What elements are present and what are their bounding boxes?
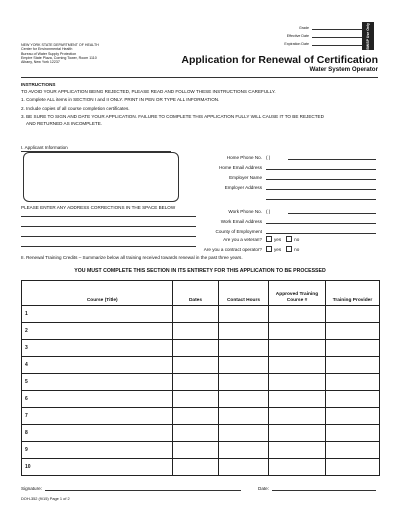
- veteran-row: [190, 234, 380, 244]
- work-email-field[interactable]: [266, 218, 376, 224]
- table-row: [22, 323, 380, 340]
- county-field[interactable]: [266, 228, 376, 234]
- form-title: Application for Renewal of Certification: [181, 54, 378, 66]
- county-label: County of Employment: [215, 229, 262, 234]
- course-cell[interactable]: 6: [22, 391, 173, 408]
- home-email-label: Home Email Address: [219, 165, 262, 170]
- dates-cell[interactable]: [173, 408, 219, 425]
- correction-line-2[interactable]: [21, 226, 196, 227]
- course-cell[interactable]: 3: [22, 340, 173, 357]
- home-phone-area-code[interactable]: ( ): [266, 155, 271, 160]
- course-cell[interactable]: 7: [22, 408, 173, 425]
- course-cell[interactable]: 1: [22, 306, 173, 323]
- instruction-item: 2. Include copies of all course completion certificates.: [21, 105, 130, 111]
- signature-row: [21, 485, 241, 491]
- corrections-label: PLEASE ENTER ANY ADDRESS CORRECTIONS IN THE SPACE BELOW: [21, 205, 176, 210]
- provider-cell[interactable]: [326, 340, 380, 357]
- column-header-approved-course: Approved Training Course #: [269, 281, 326, 306]
- table-row: [22, 306, 380, 323]
- table-row: [22, 340, 380, 357]
- agency-line: Bureau of Water Supply Protection: [21, 51, 77, 56]
- signature-field[interactable]: [45, 485, 241, 491]
- employer-address-field-2[interactable]: [266, 194, 376, 200]
- employer-name-field[interactable]: [266, 174, 376, 180]
- employer-address-row-2: [190, 190, 380, 200]
- office-use-box: [253, 22, 375, 46]
- table-row: [22, 357, 380, 374]
- veteran-yes-label: yes: [274, 236, 282, 242]
- home-phone-field[interactable]: [288, 154, 376, 160]
- course-cell[interactable]: 8: [22, 425, 173, 442]
- course-number-cell[interactable]: [269, 459, 326, 476]
- address-label-box: [23, 152, 179, 202]
- course-number-cell[interactable]: [269, 442, 326, 459]
- work-phone-field[interactable]: [288, 208, 376, 214]
- instructions-intro: TO AVOID YOUR APPLICATION BEING REJECTED, PLEASE READ AND FOLLOW THESE INSTRUCTIONS CAREFULLY.: [21, 88, 276, 94]
- date-field[interactable]: [272, 485, 376, 491]
- contract-no-label: no: [294, 246, 300, 252]
- provider-cell[interactable]: [326, 391, 380, 408]
- instruction-item: 3. BE SURE TO SIGN AND DATE YOUR APPLICATION. FAILURE TO COMPLETE THIS APPLICATION FULLY WILL CAUSE IT TO BE REJECTED: [21, 114, 324, 120]
- course-number-cell[interactable]: [269, 391, 326, 408]
- correction-line-1[interactable]: [21, 216, 196, 217]
- form-subtitle: Water System Operator: [309, 66, 378, 73]
- employer-name-row: [190, 170, 380, 180]
- course-cell[interactable]: 10: [22, 459, 173, 476]
- work-phone-label: Work Phone No.: [228, 209, 262, 214]
- column-header-dates: Dates: [173, 281, 219, 306]
- office-use-tab: [362, 22, 374, 50]
- instruction-item: 1. Complete ALL items in SECTION I and II ONLY. PRINT IN PEN OR TYPE ALL INFORMATION.: [21, 97, 220, 103]
- county-row: [190, 224, 380, 234]
- contract-label: Are you a contract operator?: [203, 246, 262, 252]
- course-number-cell[interactable]: [269, 323, 326, 340]
- expiration-row: [253, 38, 375, 46]
- course-cell[interactable]: 2: [22, 323, 173, 340]
- veteran-yes-checkbox[interactable]: [266, 236, 272, 242]
- dates-cell[interactable]: [173, 442, 219, 459]
- column-header-contact-hours: Contact Hours: [219, 281, 269, 306]
- course-number-cell[interactable]: [269, 374, 326, 391]
- veteran-no-checkbox[interactable]: [286, 236, 292, 242]
- contract-no-checkbox[interactable]: [286, 246, 292, 252]
- section-1-heading: I. Applicant Information: [21, 145, 68, 150]
- training-table: [21, 280, 380, 476]
- provider-cell[interactable]: [326, 442, 380, 459]
- hours-cell[interactable]: [219, 408, 269, 425]
- course-number-cell[interactable]: [269, 306, 326, 323]
- work-email-label: Work Email Address: [220, 219, 262, 224]
- provider-cell[interactable]: [326, 459, 380, 476]
- dates-cell[interactable]: [173, 374, 219, 391]
- dates-cell[interactable]: [173, 357, 219, 374]
- signature-label: Signature:: [21, 486, 42, 491]
- dates-cell[interactable]: [173, 425, 219, 442]
- expiration-date-label: Expiration Date: [284, 41, 309, 46]
- dates-cell[interactable]: [173, 391, 219, 408]
- correction-line-3[interactable]: [21, 236, 196, 237]
- course-number-cell[interactable]: [269, 425, 326, 442]
- agency-line: NEW YORK STATE DEPARTMENT OF HEALTH: [21, 43, 99, 47]
- hours-cell[interactable]: [219, 374, 269, 391]
- provider-cell[interactable]: [326, 306, 380, 323]
- home-phone-label: Home Phone No.: [226, 155, 262, 160]
- date-label: Date:: [258, 486, 269, 491]
- column-header: [22, 281, 33, 306]
- work-phone-area-code[interactable]: ( ): [266, 209, 271, 214]
- date-row: [258, 485, 376, 491]
- provider-cell[interactable]: [326, 425, 380, 442]
- hours-cell[interactable]: [219, 357, 269, 374]
- correction-line-4[interactable]: [21, 246, 196, 247]
- column-header-provider: Training Provider: [326, 281, 380, 306]
- table-row: [22, 425, 380, 442]
- course-number-cell[interactable]: [269, 408, 326, 425]
- contract-row: [190, 244, 380, 254]
- dates-cell[interactable]: [173, 306, 219, 323]
- form-id: DOH-352 (9/15) Page 1 of 2: [21, 496, 70, 501]
- course-number-cell[interactable]: [269, 340, 326, 357]
- employer-name-label: Employer Name: [229, 175, 262, 180]
- effective-row: [253, 30, 375, 38]
- hours-cell[interactable]: [219, 459, 269, 476]
- home-phone-row: [190, 150, 380, 160]
- dates-cell[interactable]: [173, 459, 219, 476]
- contract-yes-checkbox[interactable]: [266, 246, 272, 252]
- table-row: [22, 374, 380, 391]
- effective-date-label: Effective Date: [286, 33, 309, 38]
- grade-row: [253, 22, 375, 30]
- course-cell[interactable]: 9: [22, 442, 173, 459]
- expiration-date-field[interactable]: [312, 40, 364, 46]
- effective-date-field[interactable]: [312, 32, 364, 38]
- hours-cell[interactable]: [219, 340, 269, 357]
- instruction-item: AND RETURNED AS INCOMPLETE.: [26, 120, 103, 126]
- hours-cell[interactable]: [219, 306, 269, 323]
- home-email-row: [190, 160, 380, 170]
- hours-cell[interactable]: [219, 442, 269, 459]
- hours-cell[interactable]: [219, 391, 269, 408]
- office-use-label: BWSP Use Only: [366, 22, 370, 50]
- grade-field[interactable]: [312, 24, 364, 30]
- instructions-heading: INSTRUCTIONS: [21, 82, 56, 87]
- hours-cell[interactable]: [219, 425, 269, 442]
- employer-address-row: [190, 180, 380, 190]
- veteran-label: Are you a veteran?: [223, 236, 262, 242]
- section-2-heading: II. Renewal Training Credits – Summarize below all training received towards renewal in the past three years.: [21, 255, 243, 260]
- agency-line: Empire State Plaza, Corning Tower, Room 1110: [21, 55, 97, 60]
- instructions: [21, 82, 381, 128]
- agency-line: Center for Environmental Health: [21, 47, 73, 52]
- contact-fields: [190, 150, 380, 254]
- provider-cell[interactable]: [326, 357, 380, 374]
- dates-cell[interactable]: [173, 340, 219, 357]
- table-row: [22, 408, 380, 425]
- course-cell[interactable]: 4: [22, 357, 173, 374]
- provider-cell[interactable]: [326, 323, 380, 340]
- agency-line: Albany, New York 12237: [21, 60, 60, 65]
- veteran-no-label: no: [294, 236, 300, 242]
- section-2-notice: YOU MUST COMPLETE THIS SECTION IN ITS ENTIRETY FOR THIS APPLICATION TO BE PROCESSED: [74, 268, 326, 274]
- work-email-row: [190, 214, 380, 224]
- course-number-cell[interactable]: [269, 357, 326, 374]
- contract-yes-label: yes: [274, 246, 282, 252]
- provider-cell[interactable]: [326, 374, 380, 391]
- table-row: [22, 442, 380, 459]
- training-table-header: [22, 281, 380, 306]
- provider-cell[interactable]: [326, 408, 380, 425]
- grade-label: Grade: [299, 25, 309, 30]
- table-row: [22, 459, 380, 476]
- column-header-course: Course (Title): [33, 281, 173, 306]
- table-row: [22, 391, 380, 408]
- employer-address-field[interactable]: [266, 184, 376, 190]
- work-phone-row: [190, 204, 380, 214]
- header-rule: [21, 77, 378, 78]
- dates-cell[interactable]: [173, 323, 219, 340]
- home-email-field[interactable]: [266, 164, 376, 170]
- employer-address-label: Employer Address: [224, 185, 262, 190]
- course-cell[interactable]: 5: [22, 374, 173, 391]
- hours-cell[interactable]: [219, 323, 269, 340]
- agency-address: [21, 43, 171, 64]
